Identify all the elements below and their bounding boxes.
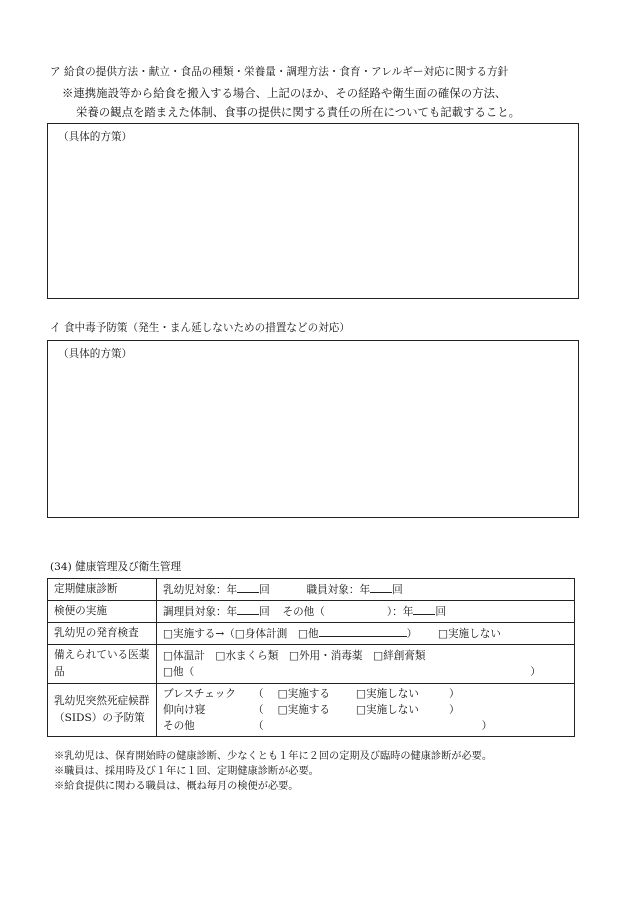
cook-stool-label: 調理員対象：年 bbox=[163, 605, 238, 618]
row-label-growth-check: 乳幼児の発育検査 bbox=[48, 623, 157, 645]
growth-not-implement-checkbox[interactable]: □実施しない bbox=[437, 627, 501, 640]
table-row bbox=[48, 601, 575, 623]
paren-close: ） bbox=[448, 704, 460, 716]
row-content-growth-check bbox=[157, 623, 575, 645]
table-row bbox=[48, 579, 575, 601]
paren-open: （ bbox=[253, 720, 264, 732]
row-label-checkup: 定期健康診断 bbox=[48, 579, 157, 601]
sids-other-line bbox=[163, 718, 568, 734]
paren-open: （ bbox=[253, 688, 264, 700]
medicine-other-line bbox=[163, 664, 568, 680]
sids-item-name: ブレスチェック bbox=[163, 688, 236, 700]
health-table bbox=[47, 578, 575, 737]
infant-checkup-count-field[interactable] bbox=[237, 582, 259, 593]
growth-other-checkbox[interactable]: □他 bbox=[298, 627, 319, 640]
note-line: ※乳幼児は、保育開始時の健康診断、少なくとも１年に２回の定期及び臨時の健康診断が必要。 bbox=[54, 751, 493, 762]
medicine-checkbox-list[interactable]: □体温計 □水まくら類 □外用・消毒薬 □絆創膏類 bbox=[163, 650, 426, 662]
section-b-box-label: （具体的方策） bbox=[58, 348, 133, 360]
sids-breath-check-line bbox=[163, 686, 568, 702]
sids-item-name: 仰向け寝 bbox=[163, 704, 206, 716]
paren-open: （ bbox=[253, 704, 264, 716]
other-stool-count-field[interactable] bbox=[413, 604, 435, 615]
other-stool-close: ）：年 bbox=[386, 605, 414, 618]
staff-checkup-label: 職員対象：年 bbox=[306, 583, 371, 596]
sids-supine-not-implement-checkbox[interactable]: □実施しない bbox=[355, 704, 419, 716]
paren-close: ） bbox=[530, 666, 541, 678]
row-content-medicine bbox=[157, 645, 575, 684]
section-b-title: イ 食中毒予防策（発生・まん延しないための措置などの対応） bbox=[50, 322, 350, 334]
section-b-input-box[interactable] bbox=[47, 340, 579, 518]
row-label-medicine: 備えられている医薬品 bbox=[48, 645, 157, 684]
sids-breath-implement-checkbox[interactable]: □実施する bbox=[277, 688, 330, 700]
sids-supine-line bbox=[163, 702, 568, 718]
paren-close: ） bbox=[448, 688, 460, 700]
medicine-other-checkbox[interactable]: □他（ bbox=[163, 666, 195, 678]
note-line: ※職員は、採用時及び１年に１回、定期健康診断が必要。 bbox=[54, 766, 319, 777]
section-a-title: ア 給食の提供方法・献立・食品の種類・栄養量・調理方法・食育・アレルギー対応に関する方針 bbox=[50, 66, 509, 78]
paren-close: ） bbox=[406, 627, 418, 640]
section-a-box-label: （具体的方策） bbox=[58, 131, 133, 143]
row-label-stool-test: 検便の実施 bbox=[48, 601, 157, 623]
infant-checkup-label: 乳幼児対象：年 bbox=[163, 583, 238, 596]
sids-item-name: その他 bbox=[163, 720, 195, 732]
section-a-note-line2: 栄養の観点を踏まえた体制、食事の提供に関する責任の所在についても記載すること。 bbox=[76, 105, 521, 119]
sids-breath-not-implement-checkbox[interactable]: □実施しない bbox=[355, 688, 419, 700]
paren-close: ） bbox=[481, 720, 493, 732]
section-a-note-line1: ※連携施設等から給食を搬入する場合、上記のほか、その経路や衛生面の確保の方法、 bbox=[62, 86, 507, 100]
note-line: ※給食提供に関わる職員は、概ね毎月の検便が必要。 bbox=[54, 781, 299, 792]
row-label-sids: 乳幼児突然死症候群（SIDS）の予防策 bbox=[48, 684, 157, 737]
unit-label: 回 bbox=[392, 583, 403, 596]
row-content-checkup bbox=[157, 579, 575, 601]
health-notes bbox=[54, 749, 492, 794]
unit-label: 回 bbox=[259, 583, 270, 596]
row-content-sids bbox=[157, 684, 575, 737]
unit-label: 回 bbox=[259, 605, 270, 618]
cook-stool-count-field[interactable] bbox=[237, 604, 259, 615]
section-a-input-box[interactable] bbox=[47, 123, 579, 299]
table-row bbox=[48, 623, 575, 645]
staff-checkup-count-field[interactable] bbox=[370, 582, 392, 593]
other-stool-label: その他（ bbox=[282, 605, 325, 618]
table-row bbox=[48, 684, 575, 737]
row-content-stool-test bbox=[157, 601, 575, 623]
growth-implement-checkbox[interactable]: □実施する→（□身体計測 bbox=[163, 627, 288, 640]
unit-label: 回 bbox=[435, 605, 446, 618]
table-row bbox=[48, 645, 575, 684]
health-section-title: (34) 健康管理及び衛生管理 bbox=[50, 561, 182, 573]
sids-supine-implement-checkbox[interactable]: □実施する bbox=[277, 704, 330, 716]
growth-other-field[interactable] bbox=[319, 626, 407, 637]
